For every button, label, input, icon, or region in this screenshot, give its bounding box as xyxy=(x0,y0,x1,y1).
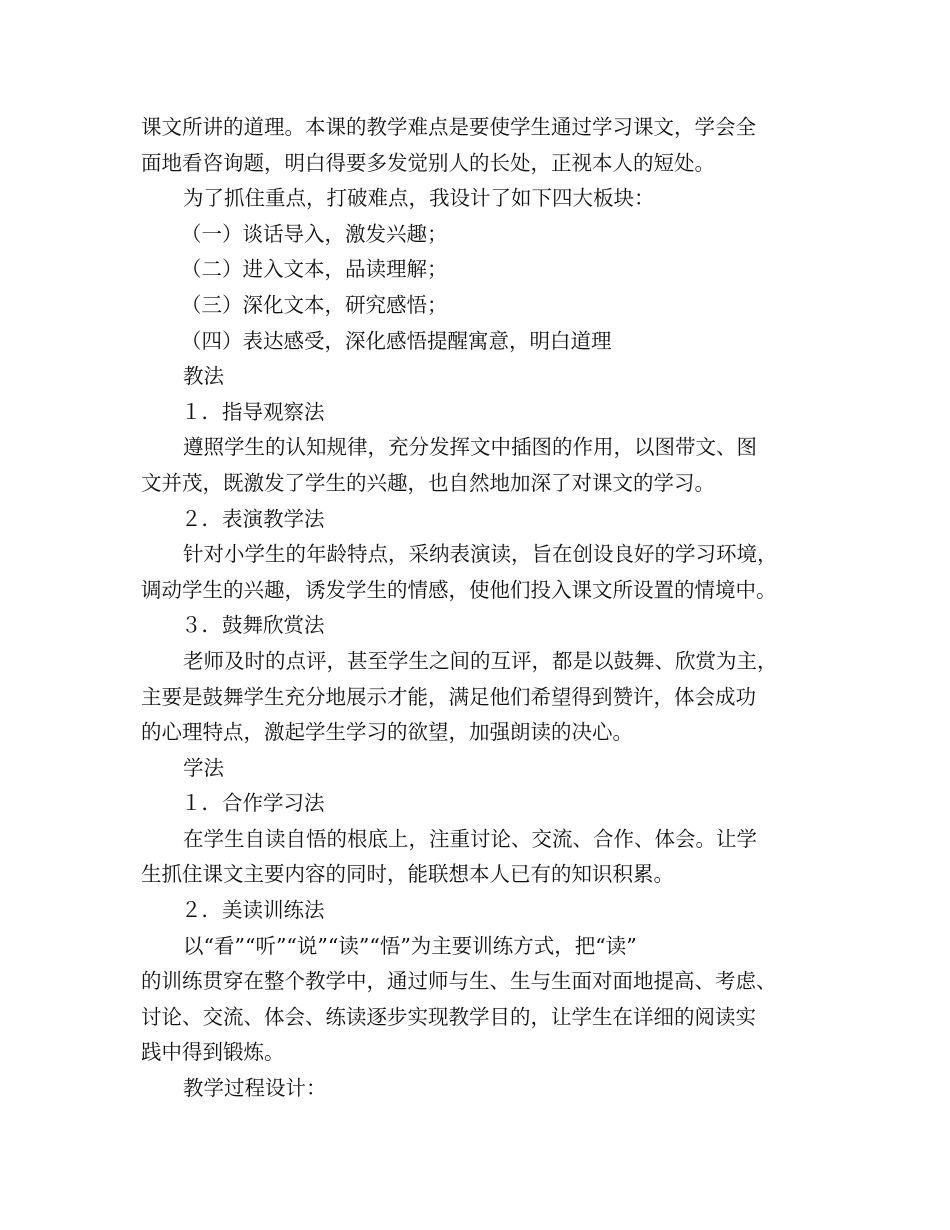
text-line: 讨论、交流、体会、练读逐步实现教学目的，让学生在详细的阅读实 xyxy=(141,1004,756,1029)
text-line: 生抓住课文主要内容的同时，能联想本人已有的知识积累。 xyxy=(141,862,674,887)
section-list-item: （一）谈话导入，激发兴趣； xyxy=(181,221,448,246)
section-heading: 学法 xyxy=(183,755,224,780)
text-line: 遵照学生的认知规律，充分发挥文中插图的作用，以图带文、图 xyxy=(183,435,757,460)
text-line: 课文所讲的道理。本课的教学难点是要使学生通过学习课文，学会全 xyxy=(141,115,756,139)
subsection-heading: ２．美读训练法 xyxy=(181,898,325,923)
text-line: 践中得到锻炼。 xyxy=(141,1040,285,1065)
section-list-item: （二）进入文本，品读理解； xyxy=(181,257,448,282)
section-heading: 教学过程设计： xyxy=(183,1076,327,1101)
text-line: 文并茂，既激发了学生的兴趣，也自然地加深了对课文的学习。 xyxy=(141,470,715,495)
text-line: 面地看咨询题，明白得要多发觉别人的长处，正视本人的短处。 xyxy=(141,150,715,175)
text-line: 的心理特点，激起学生学习的欲望，加强朗读的决心。 xyxy=(141,720,633,745)
subsection-heading: １．合作学习法 xyxy=(181,791,325,816)
subsection-heading: ２．表演教学法 xyxy=(181,506,325,531)
text-line: 的训练贯穿在整个教学中，通过师与生、生与生面对面地提高、考虑、 xyxy=(141,969,777,994)
section-list-item: （三）深化文本，研究感悟； xyxy=(181,292,448,317)
text-line: 调动学生的兴趣，诱发学生的情感，使他们投入课文所设置的情境中。 xyxy=(141,577,777,602)
text-line: 老师及时的点评，甚至学生之间的互评，都是以鼓舞、欣赏为主， xyxy=(183,648,778,673)
body-text xyxy=(141,110,821,1107)
subsection-heading: １．指导观察法 xyxy=(181,399,325,424)
section-heading: 教法 xyxy=(183,364,224,389)
text-line: 在学生自读自悟的根底上，注重讨论、交流、合作、体会。让学 xyxy=(183,826,757,851)
section-list-item: （四）表达感受，深化感悟提醒寓意，明白道理 xyxy=(181,328,612,353)
subsection-heading: ３．鼓舞欣赏法 xyxy=(181,613,325,638)
text-line: 主要是鼓舞学生充分地展示才能，满足他们希望得到赞许，体会成功 xyxy=(141,684,756,709)
text-line: 针对小学生的年龄特点，采纳表演读，旨在创设良好的学习环境， xyxy=(183,542,778,567)
text-line: 以“看”“听”“说”“读”“悟”为主要训练方式，把“读” xyxy=(183,933,637,958)
text-line: 为了抓住重点，打破难点，我设计了如下四大板块： xyxy=(183,186,655,211)
